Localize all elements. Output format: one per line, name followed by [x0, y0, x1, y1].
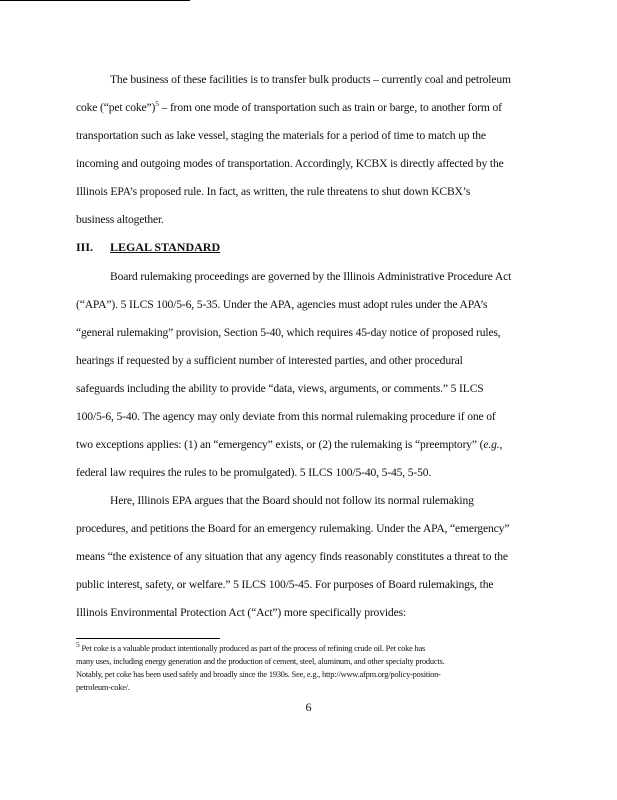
section-heading [76, 240, 220, 255]
paragraph2-line6: 100/5-6, 5-40. The agency may only deviate from this normal rulemaking procedure if one of [76, 410, 496, 423]
footnote-marker: 5 [76, 640, 80, 650]
paragraph1-line1: The business of these facilities is to transfer bulk products – currently coal and petroleum [110, 73, 511, 86]
paragraph2-line4: hearings if requested by a sufficient number of interested parties, and other procedural [76, 354, 463, 367]
footnote-line1-text: Pet coke is a valuable product intentionally produced as part of the process of refining crude oil. Pet coke has [79, 644, 426, 653]
footnote-line4: petroleum-coke/. [76, 683, 130, 692]
paragraph3-line5: Illinois Environmental Protection Act (“Act”) more specifically provides: [76, 606, 407, 619]
footnote-reference[interactable]: 5 [155, 99, 159, 109]
footnote-rule [76, 638, 220, 639]
paragraph3-line3: means “the existence of any situation that any agency finds reasonably constitutes a threat to the [76, 550, 508, 563]
page-number: 6 [305, 700, 312, 714]
paragraph2-line7 [76, 438, 542, 451]
paragraph1-line2a: coke (“pet coke”) [76, 101, 156, 114]
paragraph1-line5: Illinois EPA’s proposed rule. In fact, as written, the rule threatens to shut down KCBX’s [76, 185, 471, 198]
paragraph1-line6: business altogether. [76, 213, 164, 226]
paragraph1-line3: transportation such as lake vessel, staging the materials for a period of time to match up the [76, 129, 486, 142]
footnote-line3: Notably, pet coke has been used safely and broadly since the 1930s. See, e.g., http://www.afpm.org/policy-position- [76, 670, 441, 679]
paragraph2-line8: federal law requires the rules to be promulgated). 5 ILCS 100/5-40, 5-45, 5-50. [76, 466, 432, 479]
paragraph1-line4: incoming and outgoing modes of transportation. Accordingly, KCBX is directly affected by the [76, 157, 504, 170]
paragraph3-line1: Here, Illinois EPA argues that the Board should not follow its normal rulemaking [110, 494, 474, 507]
section-number: III. [76, 240, 94, 254]
paragraph2-line7-end: , [499, 438, 503, 451]
paragraph2-line1: Board rulemaking proceedings are governed by the Illinois Administrative Procedure Act [110, 270, 512, 283]
paragraph1-line2 [76, 101, 542, 114]
section-title: LEGAL STANDARD [110, 240, 221, 254]
footnote-line2: many uses, including energy generation and the production of cement, steel, aluminum, and other specialty products. [76, 657, 445, 666]
paragraph3-line2: procedures, and petitions the Board for an emergency rulemaking. Under the APA, “emergency” [76, 522, 510, 535]
paragraph2-line3: “general rulemaking” provision, Section 5-40, which requires 45-day notice of proposed rules, [76, 326, 501, 339]
top-rule [0, 0, 190, 1]
footnote-line1 [76, 640, 546, 653]
paragraph3-line4: public interest, safety, or welfare.” 5 ILCS 100/5-45. For purposes of Board rulemakings, the [76, 578, 494, 591]
paragraph2-line7-italic: e.g. [483, 438, 500, 451]
paragraph2-line2: (“APA”). 5 ILCS 100/5-6, 5-35. Under the APA, agencies must adopt rules under the APA’s [76, 298, 488, 311]
paragraph1-line2b: – from one mode of transportation such as train or barge, to another form of [158, 101, 502, 114]
paragraph2-line5: safeguards including the ability to provide “data, views, arguments, or comments.” 5 ILCS [76, 382, 484, 395]
paragraph2-line7-text: two exceptions applies: (1) an “emergency” exists, or (2) the rulemaking is “preemptory” ( [76, 438, 484, 451]
